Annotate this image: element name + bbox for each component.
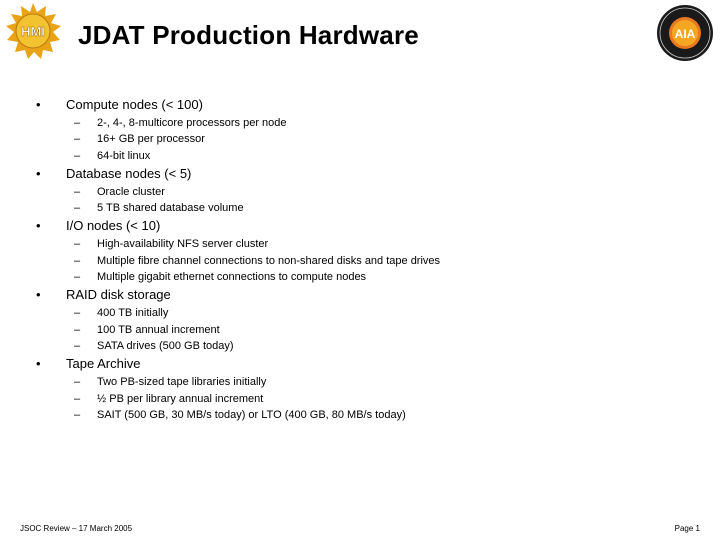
bullet-heading: I/O nodes (< 10) [66,218,161,233]
bullet-dot: • [36,356,41,371]
bullet-heading: Compute nodes (< 100) [66,97,203,112]
bullet-dot: • [36,287,41,302]
aia-logo-text: AIA [674,27,696,41]
bullet-dot: • [36,218,41,233]
bullet-heading: Tape Archive [66,356,141,371]
page-number: Page 1 [674,524,700,533]
bullet-dot: • [36,166,41,181]
bullet-dot: • [36,97,41,112]
bullet-heading: RAID disk storage [66,287,171,302]
bullet-heading: Database nodes (< 5) [66,166,192,181]
hmi-logo-text: HMI [21,24,45,39]
footer-left: JSOC Review – 17 March 2005 [20,524,133,533]
slide-content: • Compute nodes (< 100) – 2-, 4-, 8-multicore processors per node – 16+ GB per processor – 64-bit linux • Database nodes (< 5) – Oracle cluster – 5 TB shared database volume • I/O nodes (< 10) – High-availability NFS server cluster – Multiple fibre channel connections to non-shared disks and tape drives – Multiple gigabit ethernet connections to compute nodes • RAID disk storage – 400 TB initially – 100 TB annual increment – SATA drives (500 GB today) • Tape Archive – Two PB-sized tape libraries initially – ½ PB per library annual increment – SAIT (500 GB, 30 MB/s today) or LTO (400 GB, 80 MB/s today) [36,97,441,421]
slide-title: JDAT Production Hardware [78,20,419,50]
